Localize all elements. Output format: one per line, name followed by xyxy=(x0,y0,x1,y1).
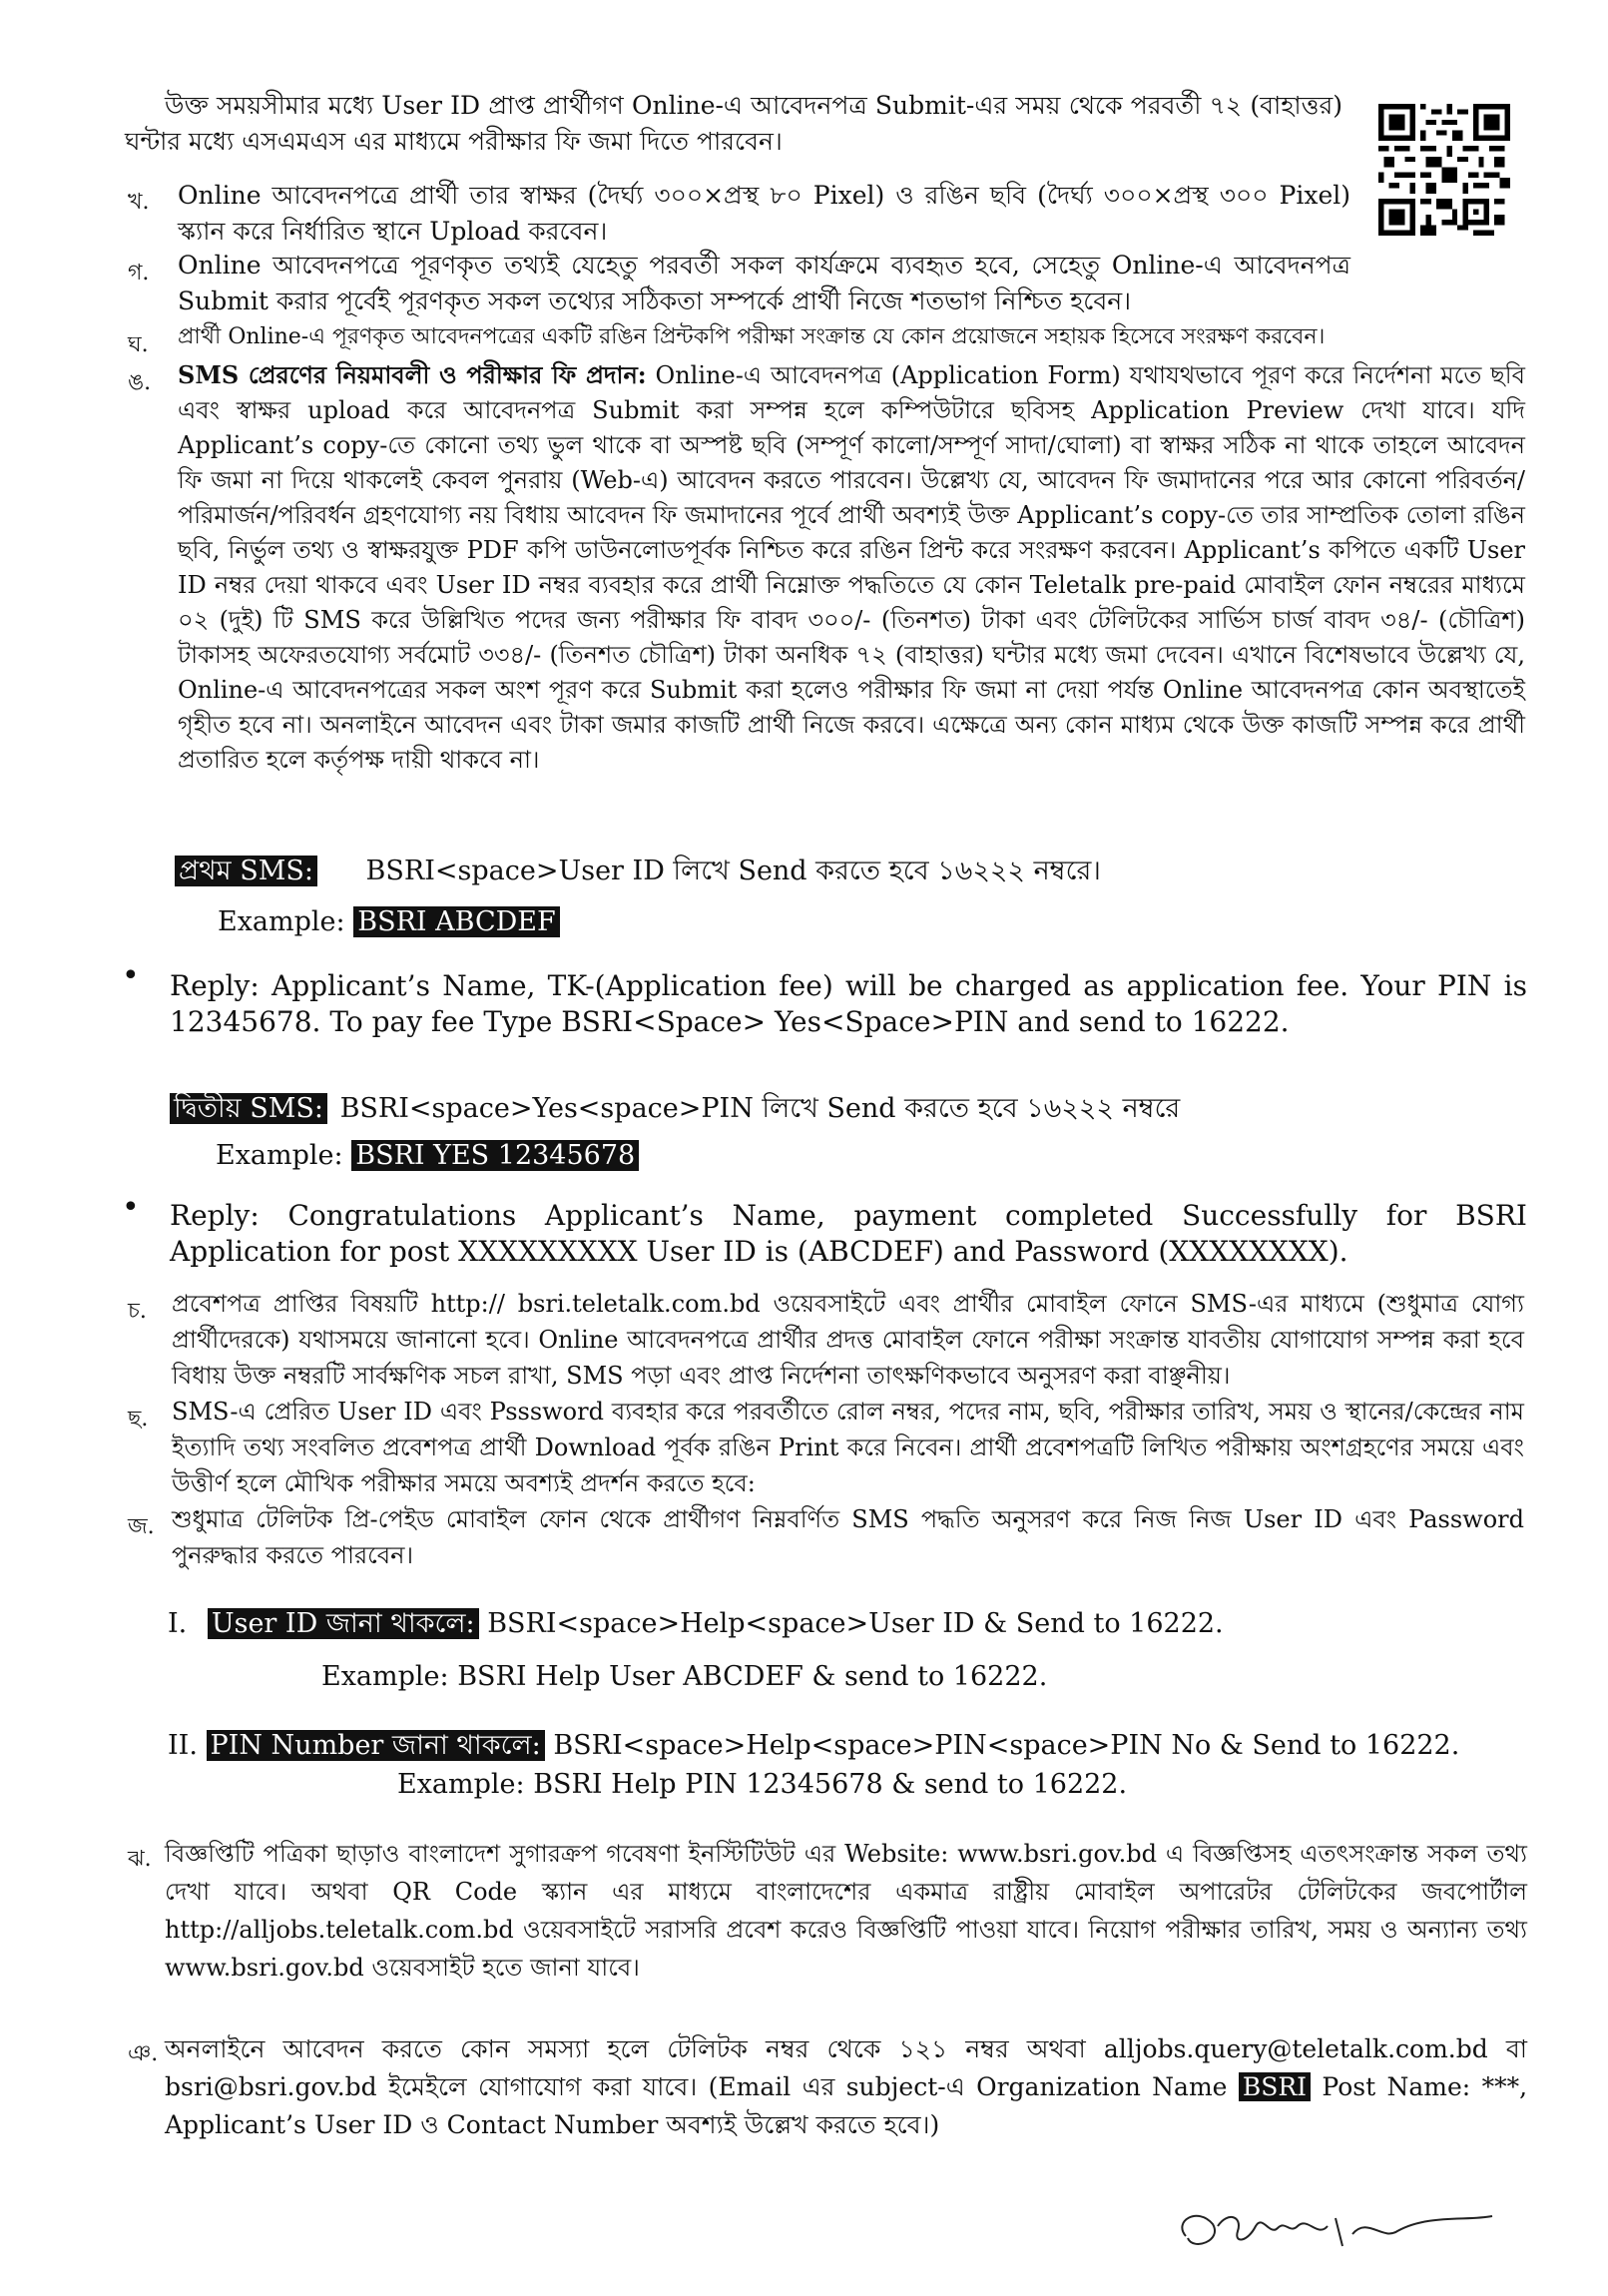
item-jha-text: বিজ্ঞপ্তিটি পত্রিকা ছাড়াও বাংলাদেশ সুগারক্রপ গবেষণা ইনস্টিটিউট এর Website: www.bsri.gov.bd এ বিজ্ঞপ্তিসহ এতৎসংক্রান্ত সকল তথ্য দেখা যাবে। অথবা QR Code স্ক্যান এর মাধ্যমে বাংলাদেশের একমাত্র রাষ্ট্রীয় মোবাইল অপারেটর টেলিটকের জবপোর্টাল http://alljobs.teletalk.com.bd ওয়েবসাইটে সরাসরি প্রবেশ করেও বিজ্ঞপ্তিটি পাওয়া যাবে। নিয়োগ পরীক্ষার তারিখ, সময় ও অন্যান্য তথ্য www.bsri.gov.bd ওয়েবসাইট হতে জানা যাবে। xyxy=(165,1840,1527,1982)
recover1-label: User ID জানা থাকলে: xyxy=(208,1608,479,1639)
recover1-example: Example: BSRI Help User ABCDEF & send to 16222. xyxy=(321,1661,1048,1692)
intro-text: উক্ত সময়সীমার মধ্যে User ID প্রাপ্ত প্রার্থীগণ Online-এ আবেদনপত্র Submit-এর সময় থেকে পরবর্তী ৭২ (বাহাত্তর) ঘন্টার মধ্যে এসএমএস এর মাধ্যমে পরীক্ষার ফি জমা দিতে পারবেন। xyxy=(125,91,1342,156)
item-ca-text: প্রবেশপত্র প্রাপ্তির বিষয়টি http:// bsri.teletalk.com.bd ওয়েবসাইটে এবং প্রার্থীর মোবাইল ফোনে SMS-এর মাধ্যমে (শুধুমাত্র যোগ্য প্রার্থীদেরকে) যথাসময়ে জানানো হবে। Online আবেদনপত্রে প্রার্থীর প্রদত্ত মোবাইল ফোনে পরীক্ষা সংক্রান্ত যাবতীয় যোগাযোগ সম্পন্ন করা হবে বিধায় উক্ত নম্বরটি সার্বক্ষণিক সচল রাখা, SMS পড়া এবং প্রাপ্ত নির্দেশনা তাৎক্ষণিকভাবে অনুসরণ করা বাঞ্ছনীয়। xyxy=(172,1290,1524,1390)
recover2-example: Example: BSRI Help PIN 12345678 & send to 16222. xyxy=(397,1769,1128,1800)
sms1-example-label: Example: xyxy=(218,906,345,937)
reply1-bullet: • xyxy=(122,958,140,993)
recover2-num: II. xyxy=(168,1730,198,1761)
item-umo xyxy=(178,357,1525,778)
recover1-line xyxy=(168,1603,1224,1648)
sms1-text: BSRI<space>User ID লিখে Send করতে হবে ১৬২২২ নম্বরে। xyxy=(365,856,1101,886)
sms1-example-line xyxy=(218,906,560,937)
intro-paragraph xyxy=(125,88,1342,160)
item-gha-text: প্রার্থী Online-এ পূরণকৃত আবেদনপত্রের একটি রঙিন প্রিন্টকপি পরীক্ষা সংক্রান্ত যে কোন প্রয়োজনে সহায়ক হিসেবে সংরক্ষণ করবেন। xyxy=(178,324,1326,349)
sms2-line xyxy=(170,1088,1180,1133)
item-umo-heading: SMS প্রেরণের নিয়মাবলী ও পরীক্ষার ফি প্রদান: xyxy=(178,360,647,389)
sms1-label: প্রথম SMS: xyxy=(175,856,317,886)
recover2-line xyxy=(168,1725,1459,1770)
reply2 xyxy=(170,1198,1527,1270)
recover2-label: PIN Number জানা থাকলে: xyxy=(207,1730,545,1761)
sms2-text: BSRI<space>Yes<space>PIN লিখে Send করতে হবে ১৬২২২ নম্বরে xyxy=(339,1093,1181,1124)
item-ca-marker: চ. xyxy=(128,1299,147,1324)
recover2-text: BSRI<space>Help<space>PIN<space>PIN No & Send to 16222. xyxy=(553,1730,1460,1761)
reply1 xyxy=(170,968,1527,1040)
item-umo-marker: ঙ. xyxy=(128,370,152,395)
sms2-example-label: Example: xyxy=(216,1140,343,1171)
item-nya-text-after: Post Name: ***, Applicant’s User ID ও Contact Number অবশ্যই উল্লেখ করতে হবে।) xyxy=(165,2072,1528,2139)
item-ja-text: শুধুমাত্র টেলিটক প্রি-পেইড মোবাইল ফোন থেকে প্রার্থীগণ নিম্নবর্ণিত SMS পদ্ধতি অনুসরণ করে নিজ নিজ User ID এবং Password পুনরুদ্ধার করতে পারবেন। xyxy=(172,1505,1524,1569)
sms2-label: দ্বিতীয় SMS: xyxy=(170,1093,327,1124)
recover1-text: BSRI<space>Help<space>User ID & Send to 16222. xyxy=(487,1608,1224,1639)
item-kha xyxy=(178,178,1350,250)
item-gha-marker: ঘ. xyxy=(128,332,149,357)
item-cha-marker: ছ. xyxy=(128,1407,149,1432)
item-ca xyxy=(172,1286,1524,1394)
qr-code-icon xyxy=(1378,104,1510,236)
sms2-example-line xyxy=(216,1140,639,1171)
item-jha-marker: ঝ. xyxy=(128,1847,152,1872)
sms2-example: BSRI YES 12345678 xyxy=(351,1140,639,1171)
item-jha xyxy=(165,1835,1527,1987)
item-ga-text: Online আবেদনপত্রে পূরণকৃত তথ্যই যেহেতু পরবর্তী সকল কার্যক্রমে ব্যবহৃত হবে, সেহেতু Online-এ আবেদনপত্র Submit করার পূর্বেই পূরণকৃত সকল তথ্যের সঠিকতা সম্পর্কে প্রার্থী নিজে শতভাগ নিশ্চিত হবেন। xyxy=(178,251,1350,315)
sms1-example: BSRI ABCDEF xyxy=(353,906,560,937)
reply2-bullet: • xyxy=(122,1190,140,1225)
item-umo-text: Online-এ আবেদনপত্র (Application Form) যথাযথভাবে পূরণ করে নির্দেশনা মতে ছবি এবং স্বাক্ষর upload করে আবেদনপত্র Submit করা সম্পন্ন হলে কম্পিউটারে ছবিসহ Application Preview দেখা যাবে। যদি Applicant’s copy-তে কোনো তথ্য ভুল থাকে বা অস্পষ্ট ছবি (সম্পূর্ণ কালো/সম্পূর্ণ সাদা/ঘোলা) বা স্বাক্ষর সঠিক না থাকে তাহলে আবেদন ফি জমা না দিয়ে থাকলেই কেবল পুনরায় (Web-এ) আবেদন করতে পারবেন। উল্লেখ্য যে, আবেদন ফি জমাদানের পরে আর কোনো পরিবর্তন/পরিমার্জন/পরিবর্ধন গ্রহণযোগ্য নয় বিধায় আবেদন ফি জমাদানের পূর্বে প্রার্থী অবশ্যই উক্ত Applicant’s copy-তে তার সাম্প্রতিক তোলা রঙিন ছবি, নির্ভুল তথ্য ও স্বাক্ষরযুক্ত PDF কপি ডাউনলোডপূর্বক নিশ্চিত করে রঙিন প্রিন্ট করে সংরক্ষণ করবেন। Applicant’s কপিতে একটি User ID নম্বর দেয়া থাকবে এবং User ID নম্বর ব্যবহার করে প্রার্থী নিম্নোক্ত পদ্ধতিতে যে কোন Teletalk pre-paid মোবাইল ফোন নম্বরের মাধ্যমে ০২ (দুই) টি SMS করে উল্লিখিত পদের জন্য পরীক্ষার ফি বাবদ ৩০০/- (তিনশত) টাকা এবং টেলিটকের সার্ভিস চার্জ বাবদ ৩৪/- (চৌত্রিশ) টাকাসহ অফেরতযোগ্য সর্বমোট ৩৩৪/- (তিনশত চৌত্রিশ) টাকা অনধিক ৭২ (বাহাত্তর) ঘন্টার মধ্যে জমা দেবেন। এখানে বিশেষভাবে উল্লেখ্য যে, Online-এ আবেদনপত্রের সকল অংশ পূরণ করে Submit করা হলেও পরীক্ষার ফি জমা না দেয়া পর্যন্ত Online আবেদনপত্র কোন অবস্থাতেই গৃহীত হবে না। অনলাইনে আবেদন এবং টাকা জমার কাজটি প্রার্থী নিজে করবে। এক্ষেত্রে অন্য কোন মাধ্যম থেকে উক্ত কাজটি সম্পন্ন করে প্রার্থী প্রতারিত হলে কর্তৃপক্ষ দায়ী থাকবে না। xyxy=(178,361,1526,774)
item-cha-text: SMS-এ প্রেরিত User ID এবং Psssword ব্যবহার করে পরবর্তীতে রোল নম্বর, পদের নাম, ছবি, পরীক্ষার তারিখ, সময় ও স্থানের/কেন্দ্রের নাম ইত্যাদি তথ্য সংবলিত প্রবেশপত্র প্রার্থী Download পূর্বক রঙিন Print করে নিবেন। প্রার্থী প্রবেশপত্রটি লিখিত পরীক্ষায় অংশগ্রহণের সময়ে এবং উত্তীর্ণ হলে মৌখিক পরীক্ষার সময়ে অবশ্যই প্রদর্শন করতে হবে: xyxy=(172,1398,1524,1497)
item-ja-marker: জ. xyxy=(128,1514,155,1539)
item-nya-marker: ঞ. xyxy=(128,2041,159,2066)
item-ga xyxy=(178,248,1350,319)
reply2-text: Reply: Congratulations Applicant’s Name, payment completed Successfully for BSRI Application for post XXXXXXXXX User ID is (ABCDEF) and Password (XXXXXXXX). xyxy=(170,1199,1527,1268)
item-ja xyxy=(172,1501,1524,1573)
item-nya xyxy=(165,2030,1527,2144)
item-gha xyxy=(178,319,1525,355)
item-cha xyxy=(172,1394,1524,1501)
reply1-text: Reply: Applicant’s Name, TK-(Application fee) will be charged as application fee. Your PIN is 12345678. To pay fee Type BSRI<Space> Yes<Space>PIN and send to 16222. xyxy=(170,969,1527,1038)
item-nya-text-before: অনলাইনে আবেদন করতে কোন সমস্যা হলে টেলিটক নম্বর থেকে ১২১ নম্বর অথবা alljobs.query@teletalk.com.bd বা bsri@bsri.gov.bd ইমেইলে যোগাযোগ করা যাবে। (Email এর subject-এ Organization Name xyxy=(165,2034,1527,2101)
recover1-num: I. xyxy=(168,1608,188,1639)
item-kha-marker: খ. xyxy=(128,190,150,215)
item-ga-marker: গ. xyxy=(128,261,150,286)
item-kha-text: Online আবেদনপত্রে প্রার্থী তার স্বাক্ষর (দৈর্ঘ্য ৩০০×প্রস্থ ৮০ Pixel) ও রঙিন ছবি (দৈর্ঘ্য ৩০০×প্রস্থ ৩০০ Pixel) স্ক্যান করে নির্ধারিত স্থানে Upload করবেন। xyxy=(178,181,1350,246)
signature-icon xyxy=(1168,2196,1497,2266)
item-nya-org: BSRI xyxy=(1239,2072,1311,2101)
sms1-line xyxy=(175,851,1101,895)
